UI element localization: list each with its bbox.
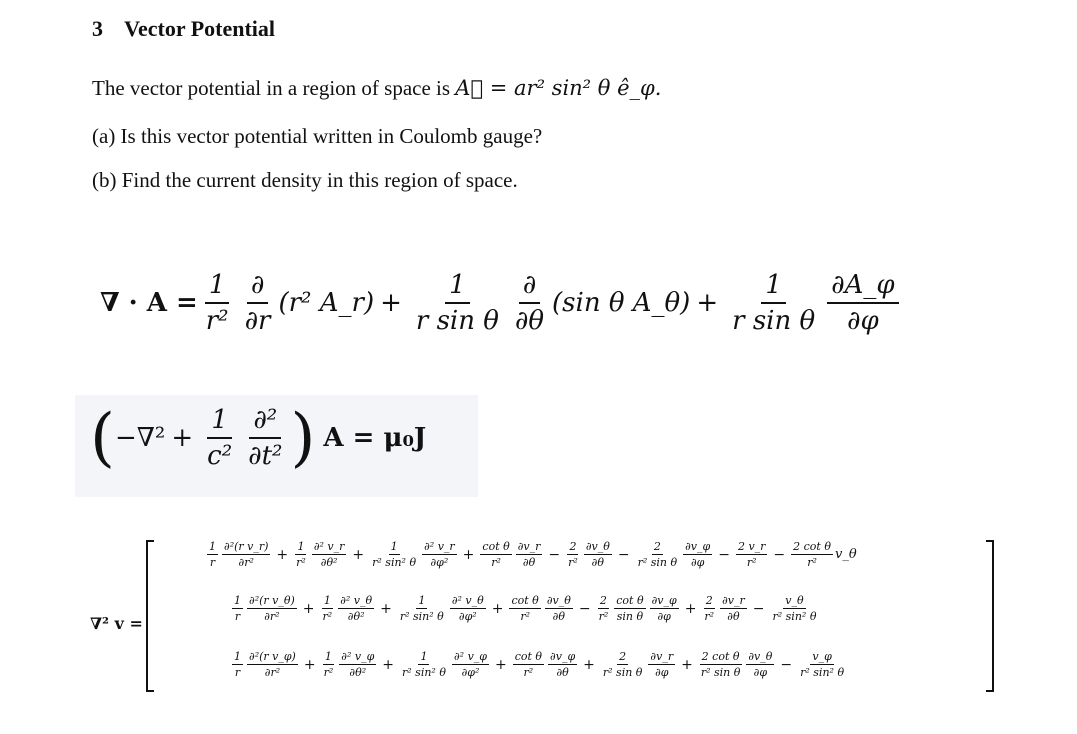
frac-den: r²	[746, 556, 757, 569]
div-lhs: ∇ · A =	[100, 288, 198, 318]
frac	[312, 540, 347, 569]
frac	[614, 594, 645, 623]
frac	[247, 594, 297, 623]
frac-den: ∂t²	[248, 441, 283, 471]
frac-num: 2 cot θ	[793, 540, 831, 553]
frac-num: cot θ	[616, 594, 644, 607]
frac	[294, 540, 308, 569]
frac-num: 2	[653, 540, 661, 553]
frac-den: ∂φ	[690, 556, 705, 569]
frac	[771, 594, 819, 623]
frac	[480, 540, 511, 569]
frac-den: ∂φ	[753, 666, 768, 679]
frac-den: ∂θ	[556, 666, 569, 679]
section-title: Vector Potential	[124, 16, 276, 41]
frac	[566, 540, 580, 569]
problem-formula: A⃗ = ar² sin² θ ê_φ.	[455, 76, 662, 100]
frac-den: ∂φ²	[461, 666, 480, 679]
frac-den: r² sin² θ	[372, 556, 417, 569]
section-number: 3	[92, 16, 103, 41]
frac	[222, 540, 270, 569]
frac	[728, 270, 819, 336]
frac-num: ∂v_θ	[585, 540, 610, 553]
frac-den: r	[234, 610, 241, 623]
wave-equation	[90, 401, 427, 475]
frac	[202, 270, 233, 336]
operator: +	[491, 600, 504, 617]
frac-num: ∂v_r	[517, 540, 541, 553]
frac-den: r²	[523, 666, 534, 679]
frac-num: ∂² v_θ	[451, 594, 484, 607]
frac	[452, 650, 489, 679]
frac-num: 1	[418, 594, 426, 607]
frac	[827, 270, 898, 336]
matrix-left-bracket	[146, 540, 154, 692]
frac-den: r²	[296, 556, 306, 569]
frac	[338, 594, 374, 623]
wave-lhs-term: −∇²	[114, 423, 166, 453]
frac-num: ∂v_θ	[748, 650, 773, 663]
frac-den: ∂θ	[552, 610, 565, 623]
frac	[601, 650, 645, 679]
frac-num: 2 cot θ	[701, 650, 740, 663]
frac-num: v_φ	[812, 650, 832, 663]
frac	[702, 594, 716, 623]
frac-den: r²	[807, 556, 817, 569]
frac	[746, 650, 774, 679]
frac	[339, 650, 376, 679]
frac-num: 1	[323, 594, 331, 607]
frac-den: r² sin² θ	[402, 666, 446, 679]
frac-den: r²	[323, 666, 334, 679]
frac-den: r²	[205, 306, 229, 336]
frac-num: 2	[619, 650, 627, 663]
frac-num: ∂	[247, 270, 268, 304]
frac	[400, 650, 448, 679]
frac	[450, 594, 486, 623]
div-term1-arg: (r² A_r)	[278, 288, 375, 318]
operator: −	[617, 546, 630, 563]
wave-rhs: A = μ₀J	[323, 423, 427, 453]
term: v_θ	[834, 547, 857, 562]
frac	[648, 650, 675, 679]
frac-num: ∂v_φ	[685, 540, 711, 553]
frac-den: ∂φ	[655, 666, 669, 679]
frac	[244, 405, 286, 471]
frac-den: r²	[322, 610, 333, 623]
operator: −	[578, 600, 591, 617]
laplacian-row-1	[205, 540, 857, 569]
frac-num: ∂² v_φ	[453, 650, 487, 663]
frac-den: r²	[491, 556, 501, 569]
frac-den: ∂θ²	[347, 610, 365, 623]
frac-den: r² sin² θ	[800, 666, 845, 679]
operator: +	[494, 656, 507, 673]
frac-den: r²	[520, 610, 530, 623]
frac-num: ∂² v_φ	[341, 650, 375, 663]
frac	[422, 540, 457, 569]
frac	[798, 650, 846, 679]
frac-num: 1	[390, 540, 398, 553]
frac	[232, 650, 243, 679]
section-heading	[92, 16, 275, 42]
frac	[683, 540, 712, 569]
frac-den: ∂φ	[657, 610, 671, 623]
frac-den: ∂φ²	[430, 556, 449, 569]
frac	[232, 594, 243, 623]
frac-den: ∂θ	[522, 556, 536, 569]
operator: +	[681, 656, 693, 673]
frac-den: ∂θ	[727, 610, 740, 623]
frac-den: c²	[207, 441, 233, 471]
frac-den: r	[209, 556, 216, 569]
frac-den: r² sin² θ	[399, 610, 444, 623]
frac-den: r² sin θ	[637, 556, 678, 569]
frac	[207, 540, 218, 569]
frac-den: r²	[704, 610, 715, 623]
frac-num: ∂v_θ	[546, 594, 571, 607]
frac	[203, 405, 236, 471]
frac-den: r sin θ	[732, 306, 816, 336]
frac-num: v_θ	[785, 594, 804, 607]
frac-den: r² sin² θ	[772, 610, 817, 623]
frac-den: sin θ	[616, 610, 644, 623]
divergence-equation	[100, 270, 903, 336]
part-a: (a) Is this vector potential written in Coulomb gauge?	[92, 124, 543, 148]
frac	[511, 270, 548, 336]
operator: +	[462, 546, 475, 563]
frac-num: 1	[420, 650, 428, 663]
frac	[699, 650, 743, 679]
vector-laplacian-label: ∇² v =	[90, 614, 143, 633]
frac	[247, 650, 298, 679]
frac	[597, 594, 611, 623]
operator: −	[752, 600, 765, 617]
frac-den: r²	[568, 556, 578, 569]
frac	[321, 594, 335, 623]
frac-num: 1	[297, 540, 305, 553]
frac	[322, 650, 336, 679]
frac-num: ∂v_r	[650, 650, 674, 663]
plus-sign: +	[696, 288, 719, 318]
frac-num: cot θ	[482, 540, 510, 553]
operator: −	[773, 546, 786, 563]
frac-den: r² sin θ	[700, 666, 741, 679]
frac	[650, 594, 679, 623]
frac-den: ∂θ²	[320, 556, 338, 569]
operator: +	[583, 656, 595, 673]
frac	[720, 594, 747, 623]
frac-den: ∂r²	[264, 610, 280, 623]
plus-sign: +	[171, 423, 194, 453]
frac	[370, 540, 418, 569]
close-paren: )	[290, 401, 316, 475]
frac-num: 1	[761, 270, 786, 304]
frac-num: ∂v_φ	[550, 650, 576, 663]
frac-num: 2	[569, 540, 577, 553]
frac	[791, 540, 833, 569]
frac	[736, 540, 767, 569]
frac-den: ∂r²	[238, 556, 254, 569]
frac-num: 1	[209, 540, 216, 553]
frac-num: cot θ	[511, 594, 539, 607]
operator: +	[684, 600, 697, 617]
operator: +	[382, 656, 395, 673]
frac-num: ∂²(r v_φ)	[249, 650, 296, 663]
frac	[636, 540, 680, 569]
operator: +	[276, 546, 289, 563]
frac-num: ∂²(r v_r)	[224, 540, 269, 553]
laplacian-row-2	[230, 594, 820, 623]
frac-num: ∂² v_r	[313, 540, 345, 553]
frac-den: r²	[598, 610, 609, 623]
frac-den: ∂r²	[264, 666, 281, 679]
part-b: (b) Find the current density in this region of space.	[92, 168, 518, 192]
frac	[241, 270, 275, 336]
laplacian-row-3	[230, 650, 848, 679]
frac-num: 1	[234, 650, 241, 663]
open-paren: (	[90, 401, 115, 475]
operator: −	[548, 546, 561, 563]
frac	[509, 594, 540, 623]
frac	[412, 270, 503, 336]
operator: +	[380, 600, 392, 617]
frac-den: ∂r	[244, 306, 271, 336]
problem-intro: The vector potential in a region of space is	[92, 76, 451, 100]
operator: +	[302, 600, 315, 617]
frac-num: 1	[324, 650, 332, 663]
frac-num: 2	[705, 594, 713, 607]
frac-den: r	[234, 666, 241, 679]
frac-num: ∂²	[249, 405, 281, 439]
operator: −	[780, 656, 793, 673]
frac-num: 1	[207, 405, 232, 439]
frac-num: ∂	[519, 270, 540, 304]
frac-num: ∂²(r v_θ)	[249, 594, 295, 607]
frac-num: ∂² v_θ	[340, 594, 373, 607]
plus-sign: +	[380, 288, 402, 318]
frac-num: ∂² v_r	[424, 540, 455, 553]
operator: +	[303, 656, 316, 673]
frac-den: ∂θ	[514, 306, 545, 336]
frac	[545, 594, 573, 623]
frac-den: ∂φ	[847, 306, 879, 336]
operator: −	[718, 546, 730, 563]
frac	[398, 594, 446, 623]
frac-num: ∂A_φ	[827, 270, 898, 304]
frac-den: ∂θ²	[349, 666, 367, 679]
frac	[548, 650, 577, 679]
frac-den: r² sin θ	[602, 666, 643, 679]
frac	[516, 540, 543, 569]
frac-num: ∂v_φ	[651, 594, 677, 607]
matrix-right-bracket	[986, 540, 994, 692]
frac-den: r sin θ	[415, 306, 499, 336]
frac-num: 1	[445, 270, 470, 304]
frac-num: cot θ	[514, 650, 543, 663]
problem-intro-line	[92, 76, 661, 101]
frac-den: ∂φ²	[458, 610, 477, 623]
frac-num: 1	[205, 270, 230, 304]
operator: +	[352, 546, 365, 563]
div-term2-arg: (sin θ A_θ)	[552, 288, 691, 318]
frac	[584, 540, 612, 569]
frac-num: 1	[234, 594, 241, 607]
frac-den: ∂θ	[591, 556, 604, 569]
frac-num: ∂v_r	[722, 594, 745, 607]
frac-num: 2	[599, 594, 607, 607]
frac-num: 2 v_r	[737, 540, 766, 553]
frac	[513, 650, 544, 679]
